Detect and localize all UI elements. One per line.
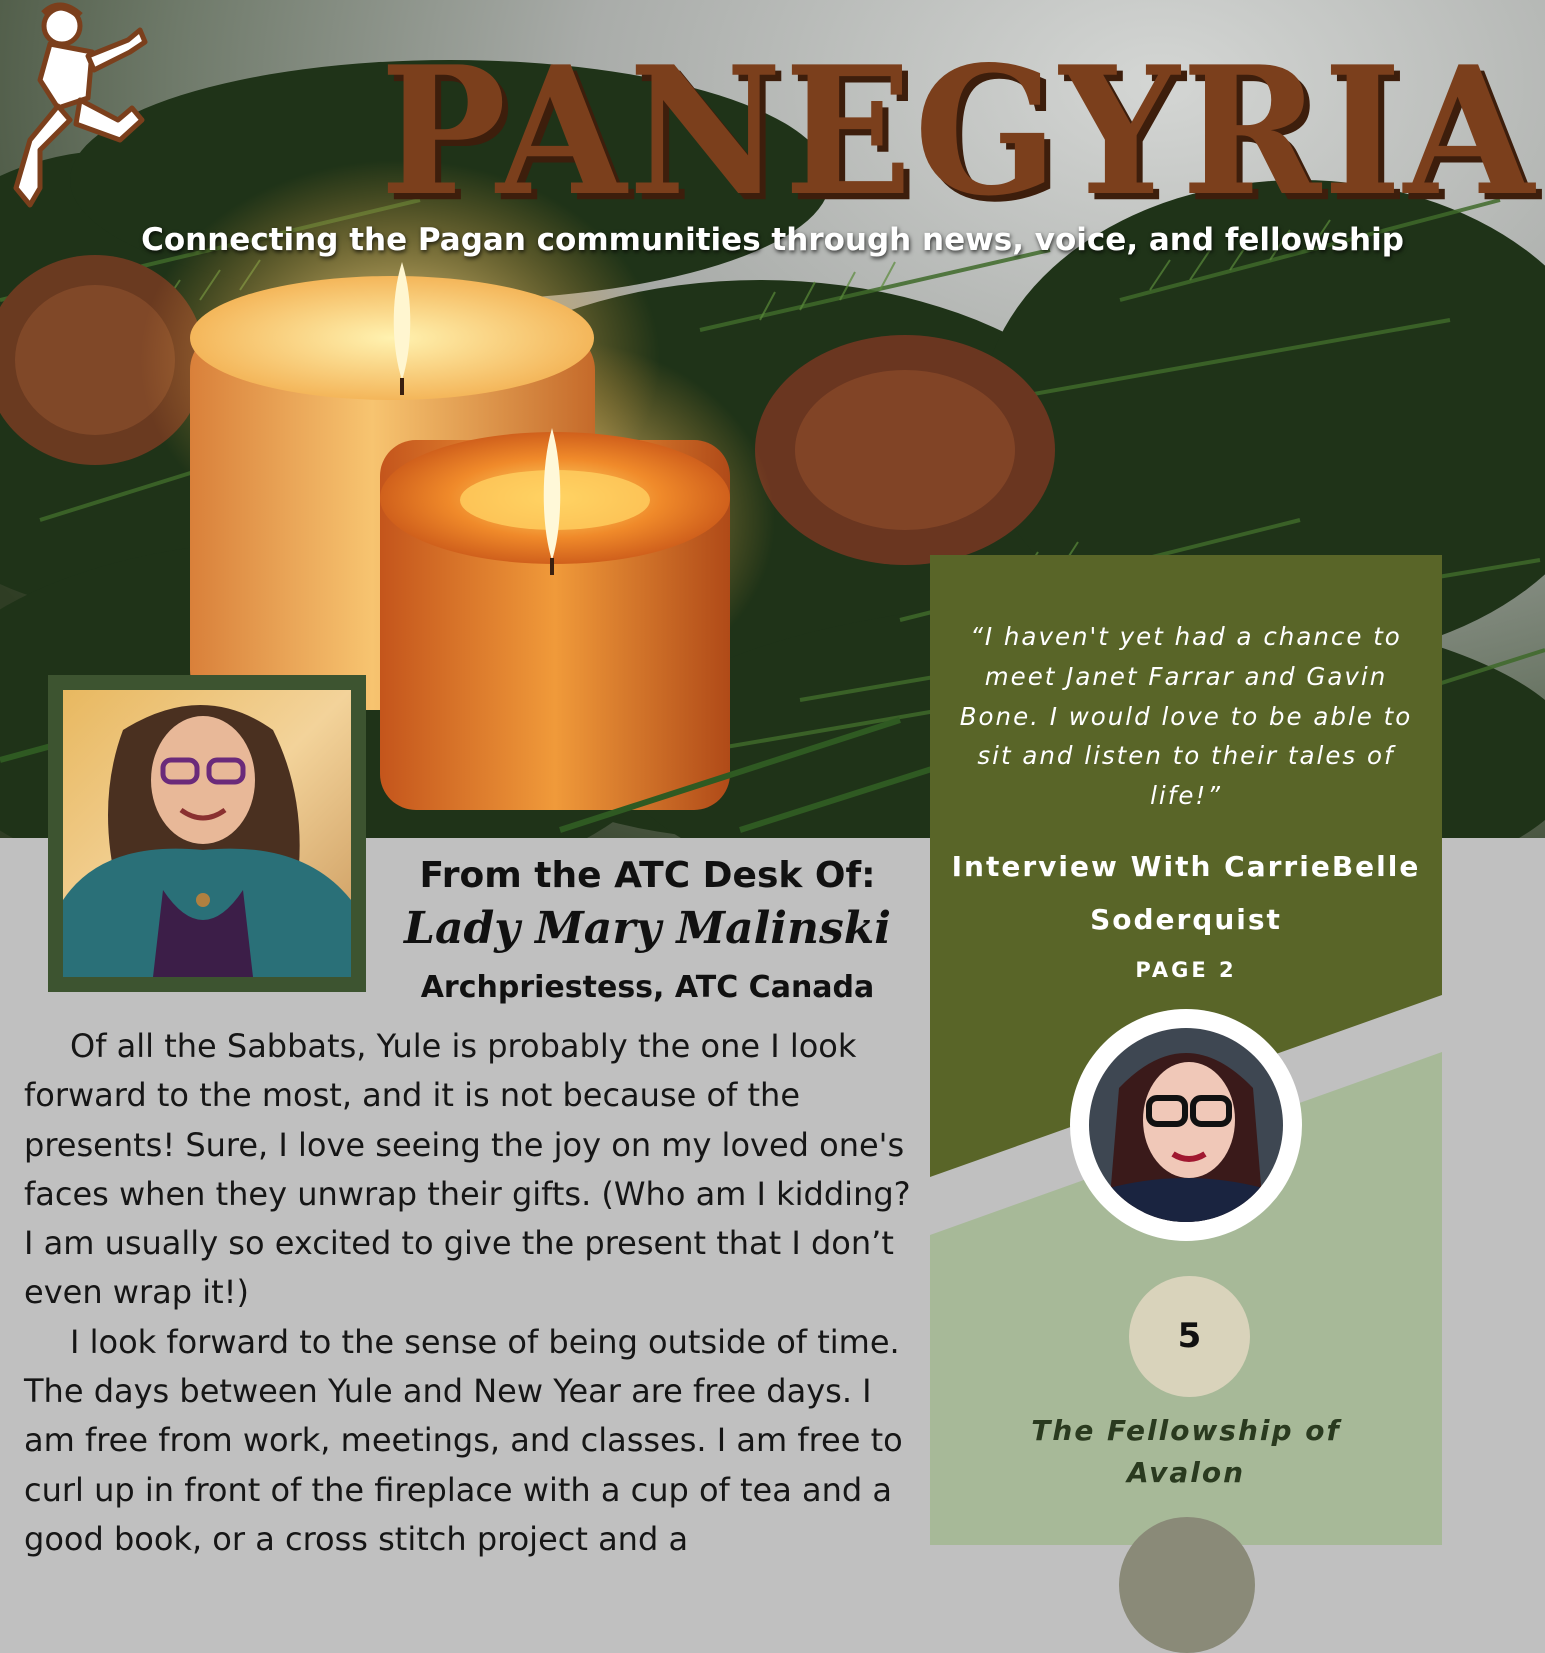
interview-quote: “I haven't yet had a chance to meet Janet Farrar and Gavin Bone. I would love to be able to sit and listen to their tales of life!” (959, 622, 1413, 811)
pan-piper-figure-icon (0, 0, 150, 215)
interviewee-portrait (1089, 1028, 1283, 1222)
author-portrait-frame (48, 675, 366, 992)
author-name: Lady Mary Malinski (404, 903, 891, 954)
masthead-title: PANEGYRIA (380, 27, 1537, 235)
author-title: Archpriestess, ATC Canada (420, 970, 875, 1005)
interview-heading[interactable]: Interview With CarrieBelle Soderquist (951, 850, 1421, 936)
interviewee-photo (1070, 1009, 1302, 1241)
masthead-tagline: Connecting the Pagan communities through news, voice, and fellowship (141, 222, 1404, 258)
article-paragraph: Of all the Sabbats, Yule is probably the one I look forward to the most, and it is not because of the presents! Sure, I love seeing the joy on my loved one's faces when they unwrap their gifts. (Who am I kidding? I am usually so excited to give the present that I don’t even wrap it!) (24, 1027, 911, 1312)
page-reference[interactable]: PAGE 2 (1135, 958, 1237, 982)
article-paragraph: I look forward to the sense of being outside of time. The days between Yule and New Year are free days. I am free from work, meetings, and classes. I am free to curl up in front of the fireplace with a cup of tea and a good book, or a cross stitch project and a (24, 1322, 903, 1558)
next-page-badge (1119, 1517, 1255, 1653)
fellowship-title[interactable]: The Fellowship of Avalon (1031, 1414, 1341, 1489)
desk-label: From the ATC Desk Of: (419, 855, 876, 896)
author-portrait (63, 690, 351, 977)
page-number-badge[interactable]: 5 (1129, 1276, 1250, 1397)
sidebar-panel (930, 555, 1442, 1545)
article-body (24, 1022, 919, 1564)
